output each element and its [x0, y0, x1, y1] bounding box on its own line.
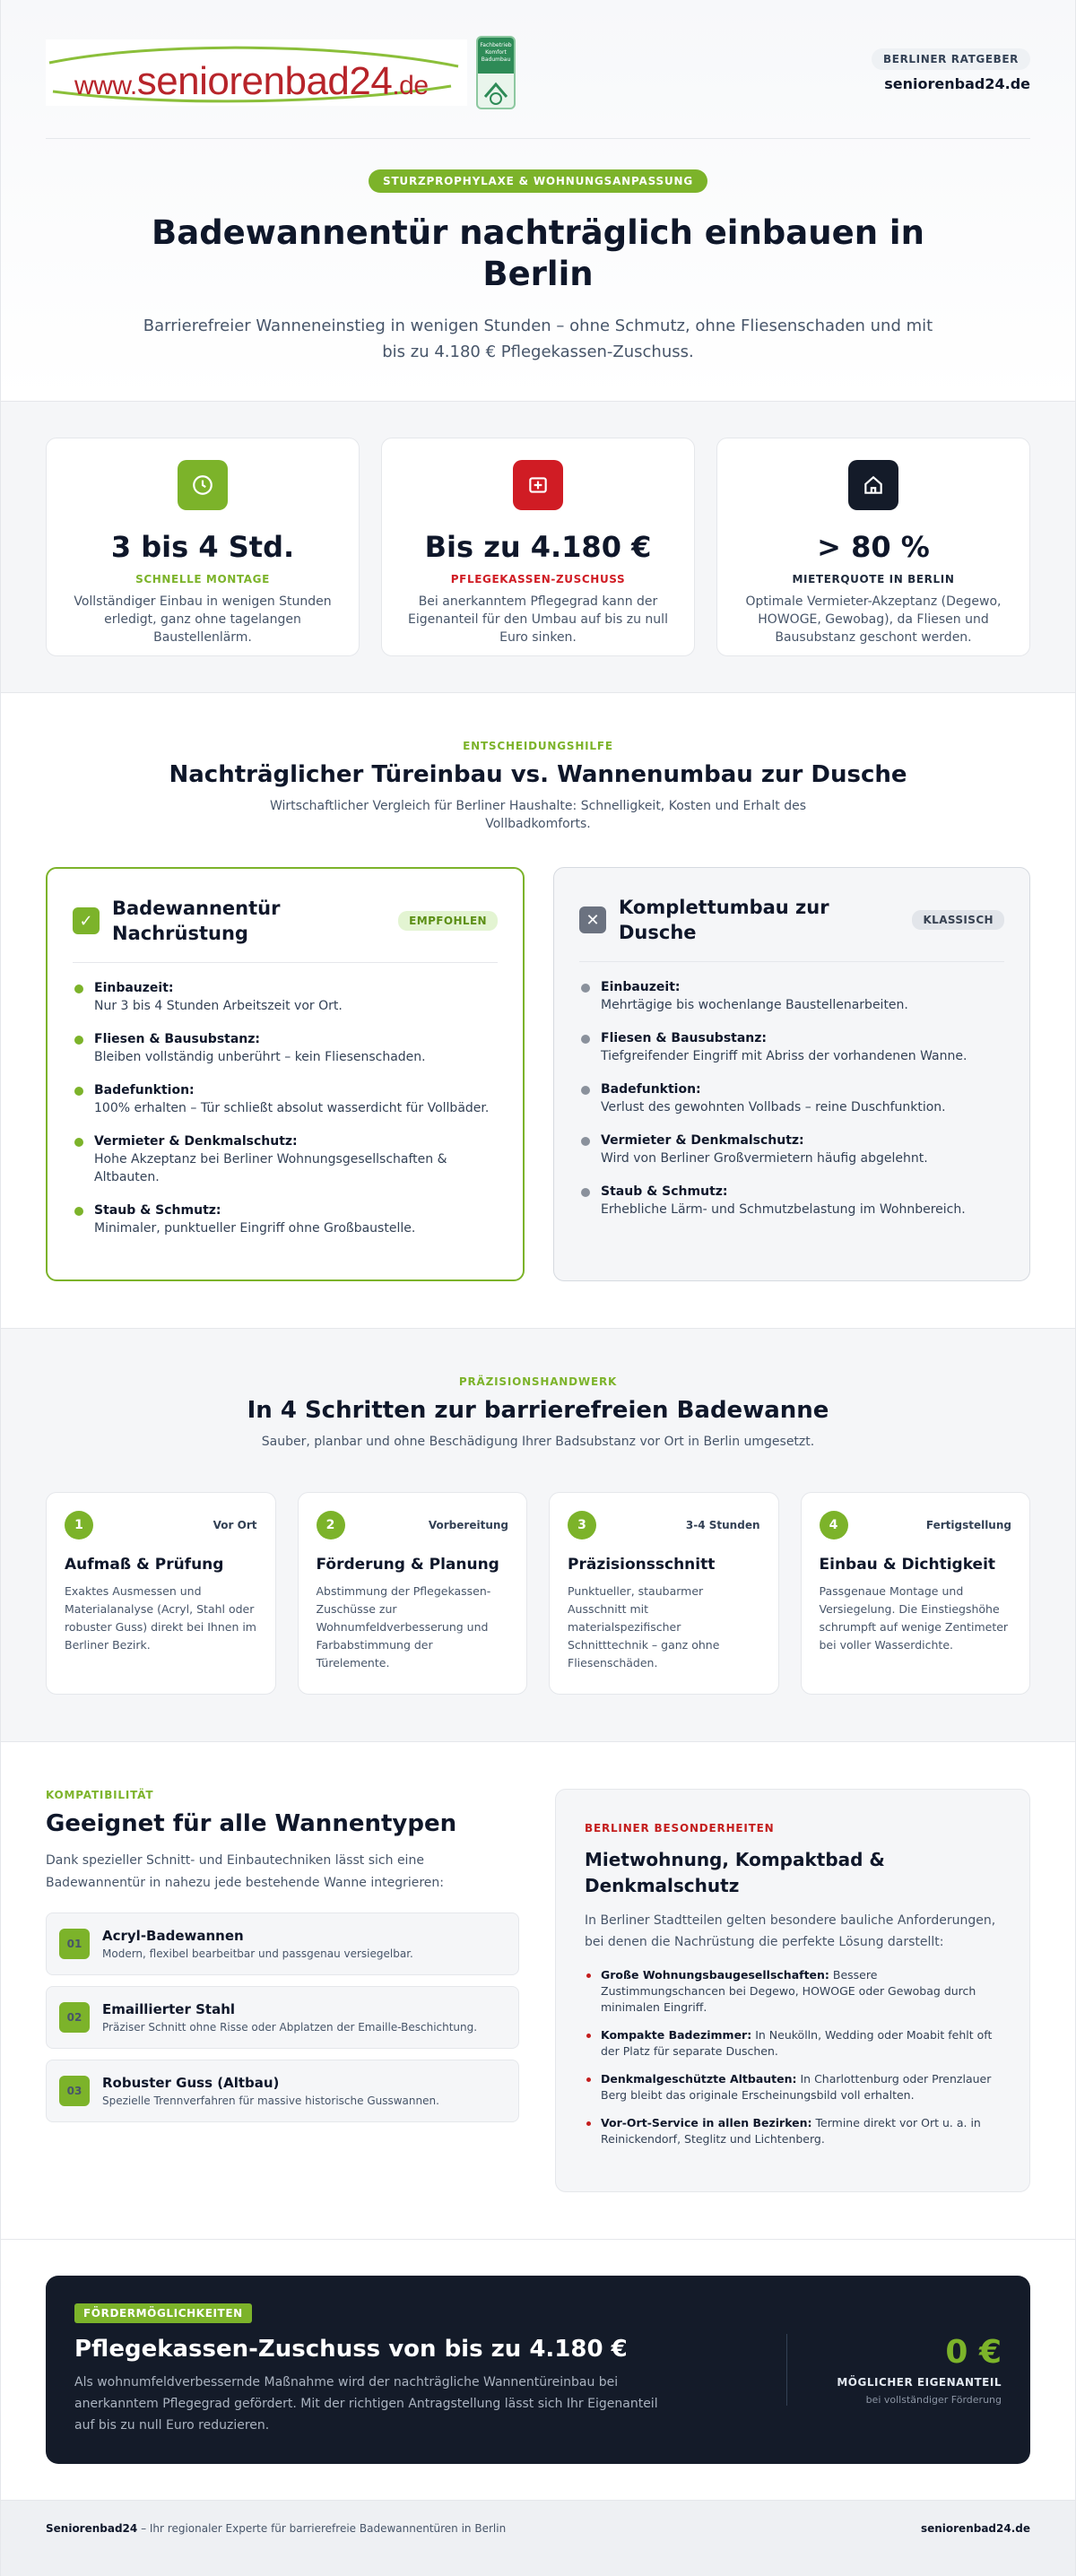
type-desc: Spezielle Trennverfahren für massive historische Gusswannen.	[102, 2094, 439, 2107]
section-title: In 4 Schritten zur barrierefreien Badewanne	[247, 1397, 829, 1424]
list-item: Vor-Ort-Service in allen Bezirken: Termine direkt vor Ort u. a. in Reinickendorf, Steglitz und Lichtenberg.	[585, 2115, 1001, 2147]
quality-seal-icon: Fachbetrieb Komfort Badumbau	[476, 36, 516, 109]
check-icon: ✓	[73, 907, 100, 934]
own-share-label: MÖGLICHER EIGENANTEIL	[837, 2376, 1002, 2389]
site-link[interactable]: seniorenbad24.de	[884, 75, 1030, 92]
funding-section	[1, 2240, 1075, 2501]
footer-site-link[interactable]: seniorenbad24.de	[920, 2522, 1030, 2535]
tub-types	[46, 1912, 519, 2122]
panel-intro: In Berliner Stadtteilen gelten besondere bauliche Anforderungen, bei denen die Nachrüstung die perfekte Lösung darstellt:	[585, 1913, 996, 1949]
stat-label: MIETERQUOTE IN BERLIN	[792, 573, 955, 585]
step-title: Aufmaß & Prüfung	[65, 1556, 224, 1574]
compatibility-panel	[46, 1789, 519, 2192]
section-title: Geeignet für alle Wannentypen	[46, 1810, 457, 1837]
recommended-badge: EMPFOHLEN	[398, 911, 498, 931]
classic-badge: KLASSISCH	[912, 910, 1004, 930]
type-desc: Modern, flexibel bearbeitbar und passgenau versiegelbar.	[102, 1947, 413, 1960]
type-number: 02	[59, 2002, 90, 2033]
step-meta: Vorbereitung	[428, 1519, 508, 1531]
stat-value: 3 bis 4 Std.	[110, 530, 295, 564]
compatibility-section	[1, 1742, 1075, 2240]
panel-title: Mietwohnung, Kompaktbad & Denkmalschutz	[585, 1849, 885, 1896]
own-share-box	[786, 2334, 1002, 2406]
own-share-note: bei vollständiger Förderung	[865, 2394, 1002, 2406]
section-eyebrow: PRÄZISIONSHANDWERK	[458, 1375, 618, 1388]
type-number: 01	[59, 1929, 90, 1959]
step-card	[549, 1492, 779, 1695]
type-title: Acryl-Badewannen	[102, 1927, 244, 1944]
section-title: Nachträglicher Türeinbau vs. Wannenumbau zur Dusche	[169, 761, 907, 788]
stat-label: SCHNELLE MONTAGE	[135, 573, 270, 585]
stat-value: Bis zu 4.180 €	[424, 530, 652, 564]
step-card	[46, 1492, 276, 1695]
step-title: Einbau & Dichtigkeit	[819, 1556, 996, 1574]
funding-text: Als wohnumfeldverbessernde Maßnahme wird der nachträgliche Wannentüreinbau bei anerkanntem Pflegegrad gefördert. Mit der richtigen Antragstellung lässt sich Ihr Eigenanteil auf bis zu null Euro reduzieren.	[74, 2375, 658, 2433]
own-share-value: 0 €	[945, 2334, 1002, 2371]
header-section	[1, 0, 1075, 402]
step-desc: Abstimmung der Pflegekassen-Zuschüsse zur Wohnumfeldverbesserung und Farbabstimmung der Türelemente.	[316, 1584, 491, 1670]
step-desc: Punktueller, staubarmer Ausschnitt mit materialspezifischer Schnitttechnik – ganz ohne Fliesenschäden.	[568, 1584, 720, 1670]
stat-label: PFLEGEKASSEN-ZUSCHUSS	[450, 573, 626, 585]
logo-text: www.seniorenbad24.de	[74, 59, 429, 103]
funding-title: Pflegekassen-Zuschuss von bis zu 4.180 €	[74, 2336, 628, 2363]
classic-card	[553, 867, 1030, 1281]
list-item: Fliesen & Bausubstanz: Tiefgreifender Eingriff mit Abriss der vorhandenen Wanne.	[579, 1029, 1004, 1065]
type-desc: Präziser Schnitt ohne Risse oder Abplatzen der Emaille-Beschichtung.	[102, 2020, 478, 2034]
topbar	[46, 36, 1030, 139]
step-meta: Fertigstellung	[925, 1519, 1011, 1531]
step-desc: Exaktes Ausmessen und Materialanalyse (Acryl, Stahl oder robuster Guss) direkt bei Ihnen im Berliner Bezirk.	[65, 1584, 256, 1652]
funding-badge: FÖRDERMÖGLICHKEITEN	[74, 2303, 252, 2323]
guide-badge: BERLINER RATGEBER	[872, 48, 1030, 70]
pros-list	[73, 979, 498, 1237]
footer-text: Seniorenbad24 – Ihr regionaler Experte für barrierefreie Badewannentüren in Berlin	[46, 2522, 507, 2535]
list-item: Badefunktion: 100% erhalten – Tür schließt absolut wasserdicht für Vollbäder.	[73, 1081, 498, 1117]
type-number: 03	[59, 2076, 90, 2106]
comparison-section	[1, 693, 1075, 1329]
hero-badge: STURZPROPHYLAXE & WOHNUNGSANPASSUNG	[369, 169, 707, 193]
step-meta: 3-4 Stunden	[685, 1519, 760, 1531]
berlin-list	[585, 1967, 1001, 2147]
list-item: Einbauzeit: Mehrtägige bis wochenlange Baustellenarbeiten.	[579, 978, 1004, 1014]
section-eyebrow: KOMPATIBILITÄT	[46, 1789, 154, 1801]
footer	[1, 2501, 1075, 2576]
stat-desc: Optimale Vermieter-Akzeptanz (Degewo, HOWOGE, Gewobag), da Fliesen und Bausubstanz geschont werden.	[745, 594, 1002, 645]
list-item: Vermieter & Denkmalschutz: Hohe Akzeptanz bei Berliner Wohnungsgesellschaften & Altbauten.	[73, 1132, 498, 1186]
card-header	[73, 896, 498, 963]
tub-type-item	[46, 1986, 519, 2049]
step-number: 3	[568, 1511, 596, 1540]
home-icon	[848, 460, 898, 510]
list-item: Badefunktion: Verlust des gewohnten Vollbads – reine Duschfunktion.	[579, 1080, 1004, 1116]
comparison-cards	[46, 867, 1030, 1281]
step-card	[801, 1492, 1031, 1695]
hero	[46, 139, 1030, 365]
step-number: 2	[317, 1511, 345, 1540]
stat-desc: Vollständiger Einbau in wenigen Stunden erledigt, ganz ohne tagelangen Baustellenlärm.	[74, 594, 332, 645]
berlin-panel	[555, 1789, 1030, 2192]
clock-icon	[178, 460, 228, 510]
card-header	[579, 895, 1004, 962]
list-item: Staub & Schmutz: Erhebliche Lärm- und Schmutzbelastung im Wohnbereich.	[579, 1183, 1004, 1219]
recommended-card	[46, 867, 525, 1281]
list-item: Vermieter & Denkmalschutz: Wird von Berliner Großvermietern häufig abgelehnt.	[579, 1132, 1004, 1167]
logo[interactable]	[46, 36, 516, 109]
panel-eyebrow: BERLINER BESONDERHEITEN	[585, 1822, 775, 1834]
process-section	[1, 1329, 1075, 1742]
stat-card	[46, 438, 360, 656]
step-number: 4	[820, 1511, 848, 1540]
stat-desc: Bei anerkanntem Pflegegrad kann der Eigenanteil für den Umbau auf bis zu null Euro sinken.	[408, 594, 668, 645]
plus-square-icon	[513, 460, 563, 510]
step-meta: Vor Ort	[213, 1519, 257, 1531]
list-item: Große Wohnungsbaugesellschaften: Bessere Zustimmungschancen bei Degewo, HOWOGE oder Gewobag durch minimalen Eingriff.	[585, 1967, 1001, 2016]
stat-value: > 80 %	[817, 530, 930, 564]
type-title: Emaillierter Stahl	[102, 2000, 236, 2017]
close-icon: ✕	[579, 906, 606, 933]
section-eyebrow: ENTSCHEIDUNGSHILFE	[463, 740, 613, 752]
tub-type-item	[46, 2060, 519, 2122]
step-number: 1	[65, 1511, 93, 1540]
topbar-right	[872, 36, 1030, 92]
step-title: Präzisionsschnitt	[568, 1556, 716, 1574]
section-subtitle: Wirtschaftlicher Vergleich für Berliner Haushalte: Schnelligkeit, Kosten und Erhalt des Vollbadkomforts.	[270, 799, 806, 831]
hero-subtitle: Barrierefreier Wanneneinstieg in wenigen Stunden – ohne Schmutz, ohne Fliesenschaden und mit bis zu 4.180 € Pflegekassen-Zuschuss.	[143, 317, 933, 361]
compat-intro: Dank spezieller Schnitt- und Einbautechniken lässt sich eine Badewannentür in nahezu jede bestehende Wanne integrieren:	[46, 1853, 444, 1890]
list-item: Denkmalgeschützte Altbauten: In Charlottenburg oder Prenzlauer Berg bleibt das originale Erscheinungsbild voll erhalten.	[585, 2071, 1001, 2103]
list-item: Staub & Schmutz: Minimaler, punktueller Eingriff ohne Großbaustelle.	[73, 1201, 498, 1237]
card-title: Komplettumbau zur Dusche	[619, 897, 829, 943]
stats-section	[1, 402, 1075, 693]
list-item: Einbauzeit: Nur 3 bis 4 Stunden Arbeitszeit vor Ort.	[73, 979, 498, 1015]
page-title: Badewannentür nachträglich einbauen in Berlin	[152, 213, 924, 293]
cons-list	[579, 978, 1004, 1219]
type-title: Robuster Guss (Altbau)	[102, 2074, 280, 2091]
stat-card	[716, 438, 1030, 656]
tub-type-item	[46, 1912, 519, 1975]
step-card	[298, 1492, 528, 1695]
steps	[46, 1492, 1030, 1695]
step-title: Förderung & Planung	[316, 1556, 499, 1574]
card-title: Badewannentür Nachrüstung	[112, 898, 281, 944]
logo-wordmark	[46, 39, 467, 106]
stat-card	[381, 438, 695, 656]
section-subtitle: Sauber, planbar und ohne Beschädigung Ihrer Badsubstanz vor Ort in Berlin umgesetzt.	[261, 1435, 815, 1449]
list-item: Fliesen & Bausubstanz: Bleiben vollständig unberührt – kein Fliesenschaden.	[73, 1030, 498, 1066]
step-desc: Passgenaue Montage und Versiegelung. Die Einstiegshöhe schrumpft auf wenige Zentimeter bei voller Wasserdichte.	[819, 1584, 1009, 1652]
list-item: Kompakte Badezimmer: In Neukölln, Wedding oder Moabit fehlt oft der Platz für separate Duschen.	[585, 2027, 1001, 2060]
